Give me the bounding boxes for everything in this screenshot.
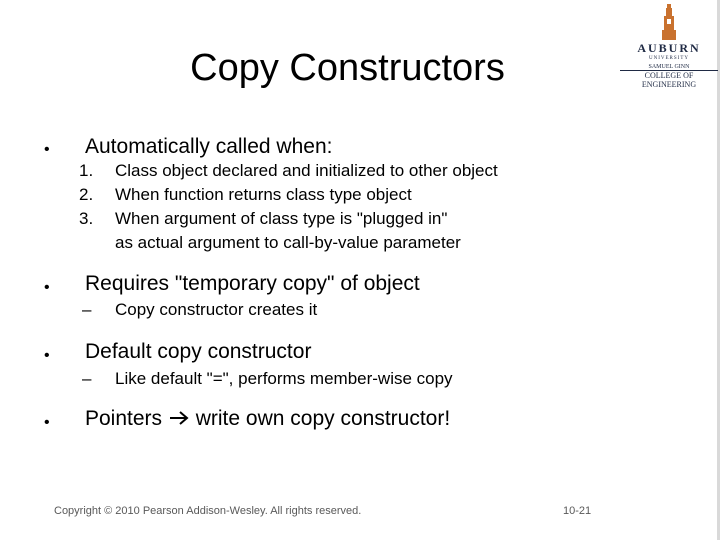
- logo-line2: COLLEGE OF ENGINEERING: [620, 70, 718, 89]
- bullet-marker: •: [44, 279, 50, 296]
- footer-copyright: Copyright © 2010 Pearson Addison-Wesley. All rights reserved.: [54, 505, 362, 517]
- bullet-marker: •: [44, 347, 50, 364]
- logo-line1: SAMUEL GINN: [648, 64, 690, 70]
- sub-dash: –: [82, 369, 92, 388]
- logo-name: AUBURN: [637, 41, 701, 55]
- numbered-marker: 3.: [79, 209, 94, 228]
- numbered-marker: 1.: [79, 161, 94, 180]
- numbered-text: Class object declared and initialized to other object: [115, 161, 498, 180]
- numbered-text: When argument of class type is "plugged in": [115, 209, 448, 228]
- right-arrow-icon: [168, 409, 190, 427]
- bullet-marker: •: [44, 414, 50, 431]
- bullet-marker: •: [44, 141, 50, 158]
- sub-text: Copy constructor creates it: [115, 300, 318, 319]
- slide-title: Copy Constructors: [190, 47, 505, 89]
- numbered-text: When function returns class type object: [115, 185, 412, 204]
- bullet-text-after: write own copy constructor!: [195, 407, 451, 430]
- bullet-text: Requires "temporary copy" of object: [85, 272, 420, 295]
- sub-text: Like default "=", performs member-wise copy: [115, 369, 453, 388]
- bullet-text-before: Pointers: [85, 407, 163, 430]
- numbered-text-continued: as actual argument to call-by-value parameter: [115, 233, 461, 252]
- bullet-text: [85, 406, 450, 432]
- numbered-marker: 2.: [79, 185, 94, 204]
- footer-page-number: 10-21: [563, 505, 592, 517]
- bullet-text: Automatically called when:: [85, 135, 333, 158]
- sub-dash: –: [82, 300, 92, 319]
- logo-sub: UNIVERSITY: [649, 56, 689, 61]
- bullet-text: Default copy constructor: [85, 340, 312, 363]
